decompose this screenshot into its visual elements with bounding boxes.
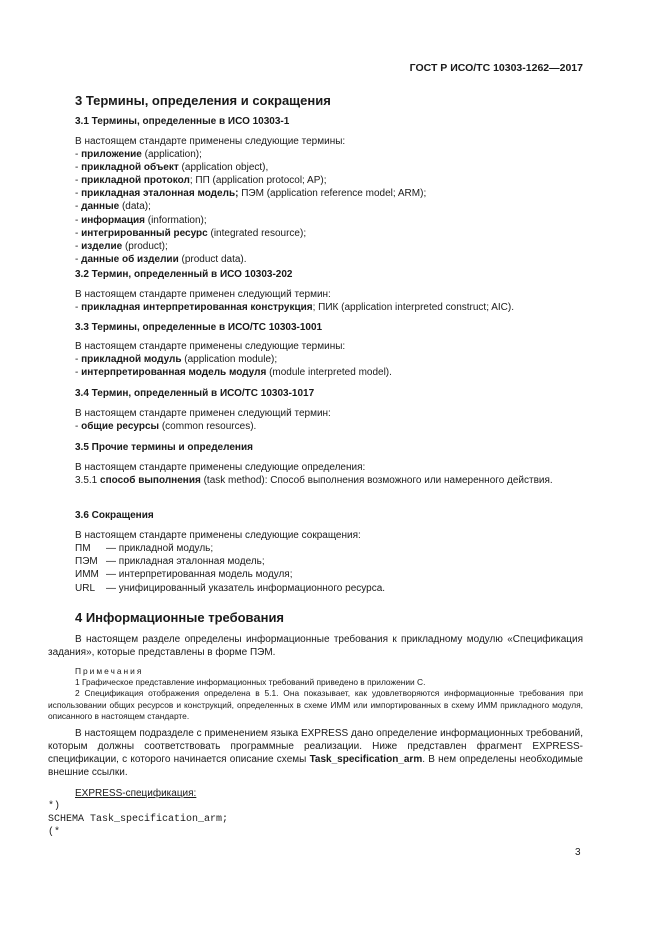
notes-title: Примечания [75, 666, 144, 676]
term-list-item [75, 366, 392, 379]
section-4-paragraph-1: В настоящем разделе определены информационные требования к прикладному модулю «Спецификация задания», которые представлены в форме ПЭМ. [48, 634, 583, 658]
abbreviation-code: ИММ [75, 569, 99, 581]
abbreviation-meaning: — прикладной модуль; [106, 543, 214, 554]
term-list-item [75, 420, 256, 433]
code-line-2: SCHEMA Task_specification_arm; [48, 814, 229, 825]
section-4-paragraph-2 [48, 727, 583, 779]
term-list-item [75, 200, 151, 213]
section-3-1-title: 3.1 Термины, определенные в ИСО 10303-1 [75, 116, 290, 127]
abbreviation-code: ПМ [75, 543, 91, 554]
term-translation: (product data). [178, 253, 247, 265]
section-3-3-title: 3.3 Термины, определенные в ИСО/ТС 10303-1001 [75, 322, 323, 333]
term-name: интерпретированная модель модуля [81, 367, 267, 378]
paragraph-2-text-a: В настоящем подразделе с применением языка EXPRESS дано определение информационных требований, которым должны соответствовать программные реализации. Ниже представлен фрагмент EXPRESS-спецификации, с которого начинается описание схемы [48, 728, 583, 765]
list-dash: - [75, 162, 82, 174]
term-list-item [75, 187, 426, 200]
term-list-item [75, 253, 247, 266]
term-list-item [75, 353, 277, 366]
term-name: изделие [81, 240, 123, 252]
section-3-4-intro: В настоящем стандарте применен следующий термин: [75, 408, 331, 419]
list-dash: - [75, 214, 82, 226]
section-3-title: 3 Термины, определения и сокращения [75, 93, 331, 108]
definition-term: способ выполнения [100, 475, 201, 486]
abbreviation-meaning: — интерпретированная модель модуля; [106, 569, 293, 581]
abbreviation-code: ПЭМ [75, 556, 98, 568]
section-3-5-title: 3.5 Прочие термины и определения [75, 442, 253, 453]
term-name: прикладная интерпретированная конструкция [81, 302, 313, 313]
list-dash: - [75, 421, 82, 432]
abbreviation-item [75, 582, 385, 595]
term-translation: ; ПП (application protocol; AP); [189, 175, 327, 187]
list-dash: - [75, 149, 82, 160]
page-number: 3 [575, 847, 581, 858]
list-dash: - [75, 227, 82, 239]
term-translation: (application); [141, 149, 202, 160]
code-line-1: *) [48, 801, 61, 812]
abbreviation-code: URL [75, 582, 96, 594]
term-translation: (common resources). [159, 421, 257, 432]
list-dash: - [75, 188, 82, 200]
list-dash: - [75, 175, 82, 187]
note-1: 1 Графическое представление информационных требований приведено в приложении С. [75, 677, 426, 687]
term-translation: ПЭМ (application reference model; ARM); [238, 188, 427, 200]
list-dash: - [75, 302, 82, 313]
list-dash: - [75, 253, 82, 265]
section-3-1-intro: В настоящем стандарте применены следующие термины: [75, 136, 346, 147]
term-name: общие ресурсы [81, 421, 160, 432]
term-translation: (application object), [178, 162, 269, 174]
term-name: данные об изделии [81, 253, 179, 265]
term-list-item [75, 301, 514, 314]
list-dash: - [75, 240, 82, 252]
term-list-item [75, 148, 202, 161]
term-list-item [75, 174, 327, 187]
term-list-item [75, 240, 168, 253]
term-name: данные [81, 201, 120, 213]
section-3-3-intro: В настоящем стандарте применены следующие термины: [75, 341, 346, 352]
term-name: прикладная эталонная модель; [81, 188, 239, 200]
term-name: информация [81, 214, 145, 226]
section-3-6-title: 3.6 Сокращения [75, 510, 154, 521]
term-list-item [75, 214, 207, 227]
term-name: приложение [81, 149, 142, 160]
abbreviation-meaning: — унифицированный указатель информационного ресурса. [106, 582, 386, 594]
note-2: 2 Спецификация отображения определена в 5.1. Она показывает, как удовлетворяются информационные требования при использовании общих ресурсов и конструкций, определенных в схеме ИММ или импортированных в схему ИММ прикладного модуля, описанного в настоящем стандарте. [48, 688, 583, 721]
term-translation: (integrated resource); [207, 227, 307, 239]
code-line-3: (* [48, 827, 61, 838]
term-name: прикладной протокол [81, 175, 190, 187]
document-header: ГОСТ Р ИСО/ТС 10303-1262—2017 [409, 62, 583, 74]
term-name: прикладной модуль [81, 354, 182, 365]
term-translation: (module interpreted model). [266, 367, 392, 378]
term-list-item [75, 227, 306, 240]
section-3-2-title: 3.2 Термин, определенный в ИСО 10303-202 [75, 269, 293, 280]
term-translation: (product); [122, 240, 168, 252]
abbreviation-item [75, 542, 213, 555]
section-3-2-intro: В настоящем стандарте применен следующий термин: [75, 289, 331, 300]
term-list-item [75, 161, 268, 174]
express-label: EXPRESS-спецификация: [75, 788, 197, 799]
abbreviation-item [75, 568, 293, 581]
section-3-5-intro: В настоящем стандарте применены следующие определения: [75, 462, 366, 473]
definition-text: (task method): Способ выполнения возможного или намеренного действия. [200, 475, 553, 486]
list-dash: - [75, 354, 82, 365]
section-3-4-title: 3.4 Термин, определенный в ИСО/ТС 10303-1017 [75, 388, 315, 399]
term-translation: (data); [119, 201, 151, 213]
section-4-title: 4 Информационные требования [75, 610, 285, 625]
schema-name: Task_specification_arm [309, 754, 423, 765]
term-translation: ; ПИК (application interpreted construct; AIC). [312, 302, 514, 313]
definition-3-5-1 [48, 474, 583, 487]
list-dash: - [75, 367, 82, 378]
term-translation: (information); [144, 214, 207, 226]
paragraph-2-text-c: . В нем определены необходимые внешние ссылки. [48, 754, 583, 778]
term-name: прикладной объект [81, 162, 179, 174]
abbreviation-item [75, 555, 265, 568]
definition-number: 3.5.1 [75, 475, 101, 486]
section-3-6-intro: В настоящем стандарте применены следующие сокращения: [75, 530, 361, 541]
abbreviation-meaning: — прикладная эталонная модель; [106, 556, 265, 568]
list-dash: - [75, 201, 82, 213]
term-name: интегрированный ресурс [81, 227, 208, 239]
term-translation: (application module); [181, 354, 278, 365]
